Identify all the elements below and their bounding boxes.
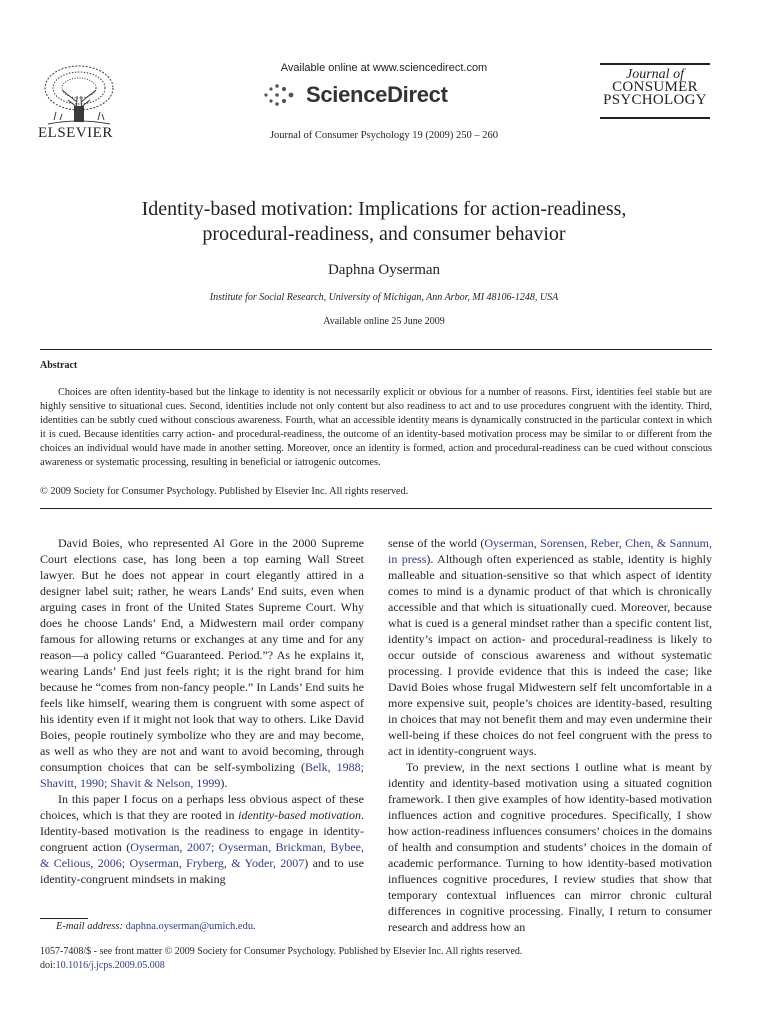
email-label: E-mail address:: [56, 921, 126, 932]
text-run: .: [253, 921, 256, 932]
article-title: [60, 197, 708, 247]
footnote-email: [56, 921, 256, 932]
footnote-rule: [40, 918, 88, 919]
text-run: David Boies, who represented Al Gore in the 2000 Supreme Court elections case, has long been a top earning Wall Street lawyer. But he does not appear in court elegantly attired in a designer label suit; rather, he wears Lands’ End suits, even when arguing cases in front of the United States Supreme Court. Why does he choose Lands’ End, a Midwestern mail order company famous for allowing returns or exchanges at any time and for any reason—a policy called “Guaranteed. Period.”? As he explains it, wearing Lands’ End just feels right; it is the right brand for him because he “comes from non-fancy people.” In Lands’ End suits he feels like himself, wearing them is congruent with some aspect of his identity even if it might not look that way to others. Like David Boies, people routinely symbolize who they are and may become, as well as who they are not and want to avoid becoming, through consumption choices that can be self-symbolizing (: [40, 536, 364, 774]
email-link[interactable]: daphna.oyserman@umich.edu: [125, 921, 254, 932]
sciencedirect-logo: [262, 80, 448, 110]
text-run: . Identity-based motivation is the readiness to engage in identity-congruent action (: [40, 808, 364, 854]
journal-logo-line1: Journal of: [626, 67, 684, 82]
elsevier-wordmark: ELSEVIER: [38, 125, 113, 141]
journal-logo-line2: CONSUMER: [612, 79, 698, 95]
abstract-copyright: © 2009 Society for Consumer Psychology. Published by Elsevier Inc. All rights reserved.: [40, 486, 409, 497]
doi-link[interactable]: 10.1016/j.jcps.2009.05.008: [55, 960, 165, 971]
paragraph: To preview, in the next sections I outline what is meant by identity and identity-based motivation using a situated cognition framework. I then give examples of how identity-based motivation influences action and cognitive procedures. Specifically, I show how action-readiness influences consumers’ choices in the domains of health and consumption and students’ choices in the domain of academic performance. Turning to how identity-based motivation influences cognitive procedures, I review studies that show that temporary contextual influences can mirror chronic cultural differences in cognitive processing. Finally, I return to consumer research and address how an: [388, 760, 713, 934]
body-column-right: [388, 535, 712, 935]
paragraph: [40, 535, 364, 791]
front-matter-line: 1057-7408/$ - see front matter © 2009 Society for Consumer Psychology. Published by Elsevier Inc. All rights reserved.: [40, 946, 523, 957]
paragraph: [40, 791, 364, 887]
doi-label: doi:: [40, 960, 56, 971]
divider-top: [40, 349, 712, 350]
body-column-left: [40, 535, 364, 887]
citation-link[interactable]: Belk, 1988; Shavitt, 1990; Shavit & Nelson, 1999: [40, 760, 365, 790]
abstract-body: Choices are often identity-based but the linkage to identity is not necessarily explicit or obvious for a number of reasons. First, identities feel stable but are highly sensitive to situational cues. Second, identities include not only content but also readiness to act and to use procedures congruent with the identity. Third, identities can be subtly cued without conscious awareness. Fourth, what an accessible identity means is dynamically constructed in the particular context in which it is cued. Because identities carry action- and procedural-readiness, the outcome of an identity-based motivation process may be similar to or different from the choices an individual would have made in another setting. Moreover, once an identity is formed, action and procedural-readiness can be cued without conscious awareness or systematic processing, resulting in beneficial or iatrogenic outcomes.: [40, 387, 712, 468]
sciencedirect-wordmark: ScienceDirect: [306, 82, 448, 107]
article-title-line2: procedural-readiness, and consumer behavior: [202, 223, 566, 245]
author-affiliation: Institute for Social Research, University of Michigan, Ann Arbor, MI 48106-1248, USA: [209, 292, 559, 303]
text-run: ). Although often experienced as stable, identity is highly malleable and situation-sensitive so that which aspect of identity comes to mind is a dynamic product of that which is chronically accessible and that which is situationally cued. Moreover, because what is cued is a general mindset rather than a specific content list, identity’s impact on action- and procedural-readiness is likely to occur outside of conscious awareness and without systematic processing. I provide evidence that this is indeed the case; like David Boies whose frugal Midwestern self felt uncomfortable in a more expensive suit, people’s choices are identity-based, resulting in choices that may not benefit them and may even undermine their well-being if these choices do not feel congruent with the press to act in identity-congruent ways.: [388, 552, 712, 758]
text-run: ).: [220, 776, 228, 790]
text-run: In this paper I focus on a perhaps less obvious aspect of these choices, which is that they are rooted in: [40, 792, 364, 822]
sciencedirect-dots-icon: [262, 83, 298, 107]
available-date: Available online 25 June 2009: [323, 316, 445, 327]
divider-bottom: [40, 508, 712, 509]
paragraph: [388, 535, 712, 759]
emphasis-term: identity-based motivation: [238, 808, 361, 822]
citation-link[interactable]: Oyserman, Sorensen, Reber, Chen, & Sannum, in press: [388, 536, 713, 566]
journal-logo-line3: PSYCHOLOGY: [603, 92, 707, 108]
journal-logo: [600, 63, 710, 119]
author-name: Daphna Oyserman: [327, 262, 441, 278]
article-title-line1: Identity-based motivation: Implications for action-readiness,: [141, 198, 627, 220]
doi-line: [40, 960, 165, 971]
text-run: ) and to use identity-congruent mindsets in making: [40, 856, 365, 886]
abstract-heading: Abstract: [40, 360, 78, 371]
journal-reference: Journal of Consumer Psychology 19 (2009) 250 – 260: [269, 130, 499, 141]
available-online-text: Available online at www.sciencedirect.com: [280, 62, 488, 74]
citation-link[interactable]: Oyserman, 2007; Oyserman, Brickman, Bybee, & Celious, 2006; Oyserman, Fryberg, & Yoder, 2007: [40, 840, 364, 870]
text-run: sense of the world (: [388, 536, 485, 550]
